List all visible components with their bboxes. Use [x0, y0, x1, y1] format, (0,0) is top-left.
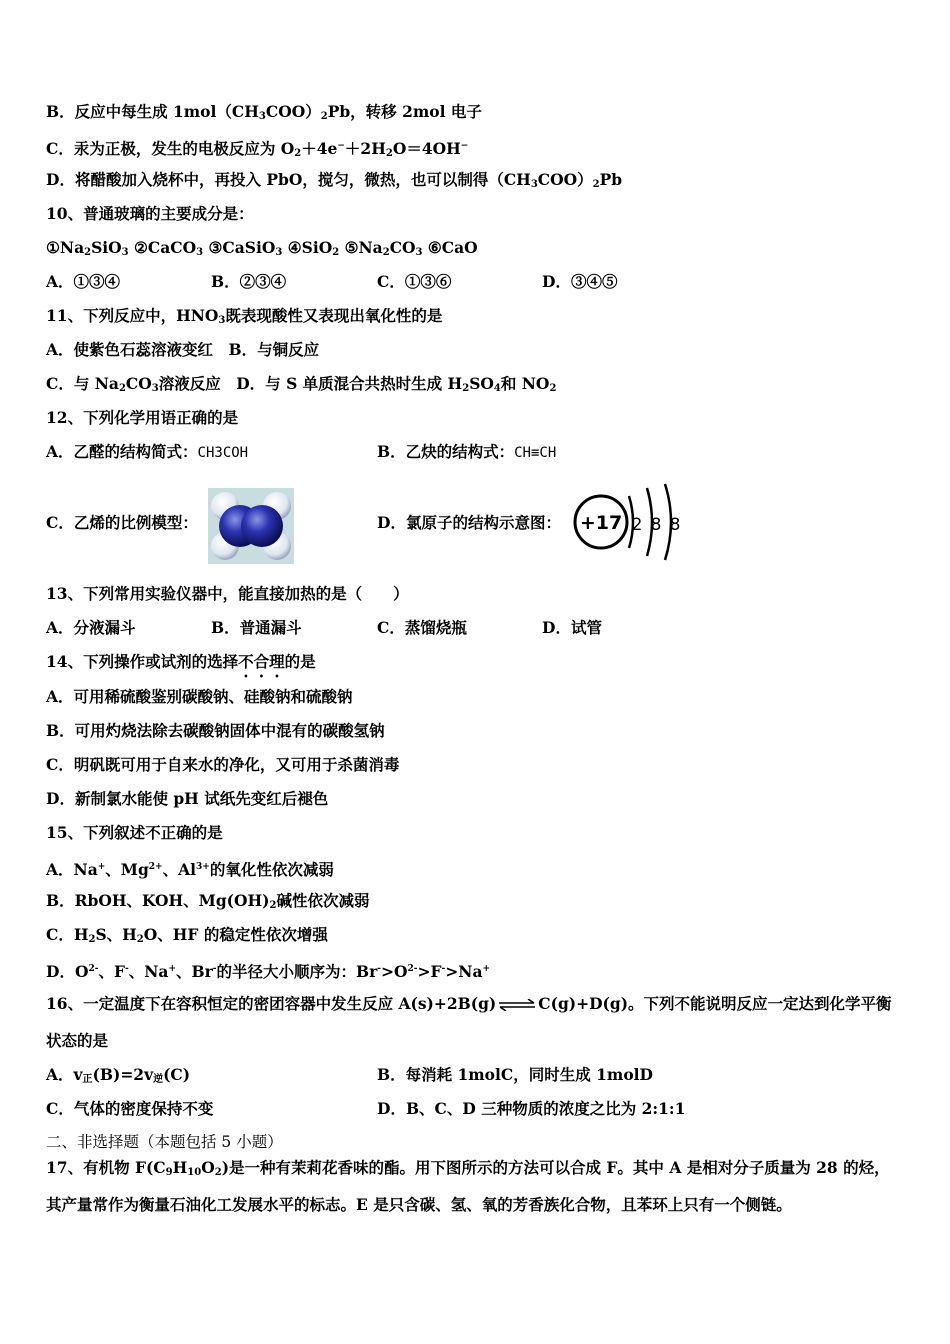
subscript: 2 — [382, 247, 390, 258]
shell-electrons: 8 — [669, 515, 681, 535]
subscript: 2 — [592, 179, 600, 190]
q12-stem: 12、下列化学用语正确的是 — [46, 408, 239, 427]
superscript: - — [377, 964, 382, 974]
shell-electrons: 8 — [650, 515, 662, 535]
q13-option-c: C．蒸馏烧瓶 — [377, 618, 467, 637]
text: C．H — [46, 925, 89, 944]
text: SO — [469, 374, 494, 393]
q12-option-c: C．乙烯的比例模型： — [46, 513, 198, 532]
q16-option-c: C．气体的密度保持不变 — [46, 1099, 214, 1118]
q17-line2: 其产量常作为衡量石油化工发展水平的标志。E 是只含碳、氢、氧的芳香族化合物，且苯环上只有一个侧链。 — [46, 1195, 792, 1214]
q14-option-d: D．新制氯水能使 pH 试纸先变红后褪色 — [46, 789, 329, 808]
subscript: 2 — [462, 383, 470, 394]
text: ＋4e — [301, 139, 338, 158]
text: 的半径大小顺序为：Br — [216, 962, 378, 981]
q14-option-a: A．可用稀硫酸鉴别碳酸钠、硅酸钠和硫酸钠 — [46, 687, 353, 706]
subscript: 2 — [332, 247, 340, 258]
superscript: + — [97, 862, 106, 872]
text: Pb，转移 2mol 电子 — [327, 102, 482, 121]
subscript: 2 — [385, 148, 393, 159]
text: H — [172, 1158, 188, 1177]
text: C(g)+D(g)。下列不能说明反应一定达到化学平衡 — [538, 994, 892, 1013]
text: ①Na — [46, 238, 85, 257]
q13-option-d: D．试管 — [542, 618, 602, 637]
text: A．v — [46, 1065, 83, 1084]
q15-option-b — [46, 891, 369, 916]
text: 和 NO — [500, 374, 550, 393]
superscript: + — [168, 964, 176, 974]
subscript: 3 — [258, 111, 266, 122]
q10-option-d: D．③④⑤ — [542, 272, 618, 291]
superscript: + — [482, 964, 491, 974]
q9-option-d — [46, 170, 622, 195]
subscript: 9 — [165, 1167, 173, 1178]
q15-option-c — [46, 925, 328, 950]
text: )是一种有茉莉花香味的酯。用下图所示的方法可以合成 F。其中 A 是相对分子质量为 28 的烃， — [221, 1158, 890, 1177]
text: C．与 Na — [46, 374, 119, 393]
text: COO） — [537, 170, 593, 189]
q12-option-a — [46, 442, 248, 463]
subscript: 2 — [136, 934, 144, 945]
subscript: 逆 — [153, 1074, 164, 1085]
q15-option-d — [46, 959, 490, 982]
text: >Na — [445, 962, 483, 981]
text: A．乙醛的结构简式： — [46, 442, 198, 461]
text: 、Mg — [105, 860, 149, 879]
superscript: 2- — [407, 964, 418, 974]
q12-option-d: D．氯原子的结构示意图： — [377, 513, 561, 532]
subscript: 3 — [415, 247, 423, 258]
text: CO — [389, 238, 416, 257]
q14-option-c: C．明矾既可用于自来水的净化，又可用于杀菌消毒 — [46, 755, 400, 774]
text: 16、一定温度下在容积恒定的密团容器中发生反应 A(s)+2B(g) — [46, 994, 497, 1013]
text: Pb — [599, 170, 623, 189]
text: B．反应中每生成 1mol（CH — [46, 102, 259, 121]
superscript: 3+ — [196, 862, 210, 872]
text: 既表现酸性又表现出氧化性的是 — [225, 306, 443, 325]
q10-option-a: A．①③④ — [46, 272, 121, 291]
superscript: - — [441, 964, 446, 974]
text: C．汞为正极，发生的电极反应为 O — [46, 139, 295, 158]
text: 、F — [98, 962, 125, 981]
text: O — [201, 1158, 215, 1177]
q14-stem — [46, 652, 316, 681]
emphasized-text: 不合理 — [238, 652, 285, 671]
subscript: 3 — [196, 247, 204, 258]
text: >F — [417, 962, 442, 981]
q10-stem: 10、普通玻璃的主要成分是： — [46, 204, 254, 223]
q16-stem-line2: 状态的是 — [46, 1031, 109, 1050]
subscript: 2 — [549, 383, 557, 394]
q17-line1 — [46, 1158, 890, 1183]
subscript: 3 — [218, 315, 226, 326]
subscript: 2 — [88, 934, 96, 945]
q16-option-d: D．B、C、D 三种物质的浓度之比为 2:1:1 — [377, 1099, 686, 1118]
text: A．Na — [46, 860, 98, 879]
text: D．O — [46, 962, 89, 981]
q10-option-b: B．②③④ — [211, 272, 287, 291]
text: ＋2H — [344, 139, 386, 158]
nucleus-charge: +17 — [579, 512, 623, 534]
subscript: 3 — [530, 179, 538, 190]
text: S、H — [95, 925, 137, 944]
text: 、Na — [128, 962, 169, 981]
superscript: - — [124, 964, 129, 974]
text: 11、下列反应中，HNO — [46, 306, 219, 325]
subscript: 正 — [82, 1074, 93, 1085]
q13-option-a: A．分液漏斗 — [46, 618, 136, 637]
q16-option-a — [46, 1065, 190, 1090]
q12-option-b — [377, 442, 556, 463]
superscript: − — [460, 141, 469, 151]
subscript: 4 — [493, 383, 501, 394]
subscript: 2 — [294, 148, 302, 159]
equilibrium-arrow-icon — [498, 999, 536, 1011]
formula: CH≡CH — [514, 445, 557, 461]
text: (B)=2v — [92, 1065, 154, 1084]
q9-option-b — [46, 102, 482, 127]
text: B．乙炔的结构式： — [377, 442, 515, 461]
text: O＝4OH — [392, 139, 461, 158]
formula: CH3COH — [197, 445, 249, 461]
text: ⑤Na — [339, 238, 383, 257]
subscript: 3 — [151, 383, 159, 394]
q10-items — [46, 238, 478, 263]
ethylene-space-filling-model — [208, 488, 294, 564]
q11-stem — [46, 306, 442, 331]
text: 碱性依次减弱 — [276, 891, 370, 910]
q16-stem-line1 — [46, 994, 892, 1014]
subscript: 2 — [269, 900, 277, 911]
shell-electrons: 2 — [631, 515, 643, 535]
text: ③CaSiO — [203, 238, 276, 257]
q13-stem: 13、下列常用实验仪器中，能直接加热的是（ ） — [46, 584, 409, 603]
q11-options-ab: A．使紫色石蕊溶液变红 B．与铜反应 — [46, 340, 320, 359]
text: ⑥CaO — [422, 238, 478, 257]
chlorine-atom-diagram — [571, 480, 687, 564]
text: 的氧化性依次减弱 — [209, 860, 334, 879]
text: 的是 — [284, 652, 316, 671]
superscript: 2+ — [148, 862, 163, 872]
subscript: 3 — [275, 247, 283, 258]
subscript: 3 — [121, 247, 129, 258]
text: SiO — [91, 238, 122, 257]
text: O、HF 的稳定性依次增强 — [143, 925, 328, 944]
text: (C) — [163, 1065, 191, 1084]
subscript: 2 — [118, 383, 126, 394]
text: 14、下列操作或试剂的选择 — [46, 652, 239, 671]
text: ④SiO — [282, 238, 333, 257]
superscript: - — [212, 964, 217, 974]
subscript: 10 — [187, 1167, 202, 1178]
text: COO） — [265, 102, 321, 121]
text: >O — [381, 962, 408, 981]
q14-option-b: B．可用灼烧法除去碳酸钠固体中混有的碳酸氢钠 — [46, 721, 385, 740]
text: 、Br — [175, 962, 213, 981]
q9-option-c — [46, 136, 468, 164]
q10-option-c: C．①③⑥ — [377, 272, 452, 291]
text: CO — [125, 374, 152, 393]
superscript: 2- — [88, 964, 99, 974]
q15-option-a — [46, 857, 334, 880]
superscript: − — [337, 141, 345, 151]
subscript: 2 — [320, 111, 328, 122]
text: 溶液反应 D．与 S 单质混合共热时生成 H — [158, 374, 463, 393]
q15-stem: 15、下列叙述不正确的是 — [46, 823, 223, 842]
text: D．将醋酸加入烧杯中，再投入 PbO，搅匀，微热，也可以制得（CH — [46, 170, 531, 189]
section-heading: 二、非选择题（本题包括 5 小题） — [46, 1133, 283, 1151]
q16-option-b: B．每消耗 1molC，同时生成 1molD — [377, 1065, 653, 1084]
q11-options-cd — [46, 374, 556, 399]
text: 17、有机物 F(C — [46, 1158, 166, 1177]
text: 、Al — [162, 860, 197, 879]
q13-option-b: B．普通漏斗 — [211, 618, 302, 637]
text: ②CaCO — [128, 238, 197, 257]
text: B．RbOH、KOH、Mg(OH) — [46, 891, 270, 910]
subscript: 2 — [214, 1167, 222, 1178]
subscript: 2 — [84, 247, 92, 258]
carbon-atom — [241, 505, 283, 547]
